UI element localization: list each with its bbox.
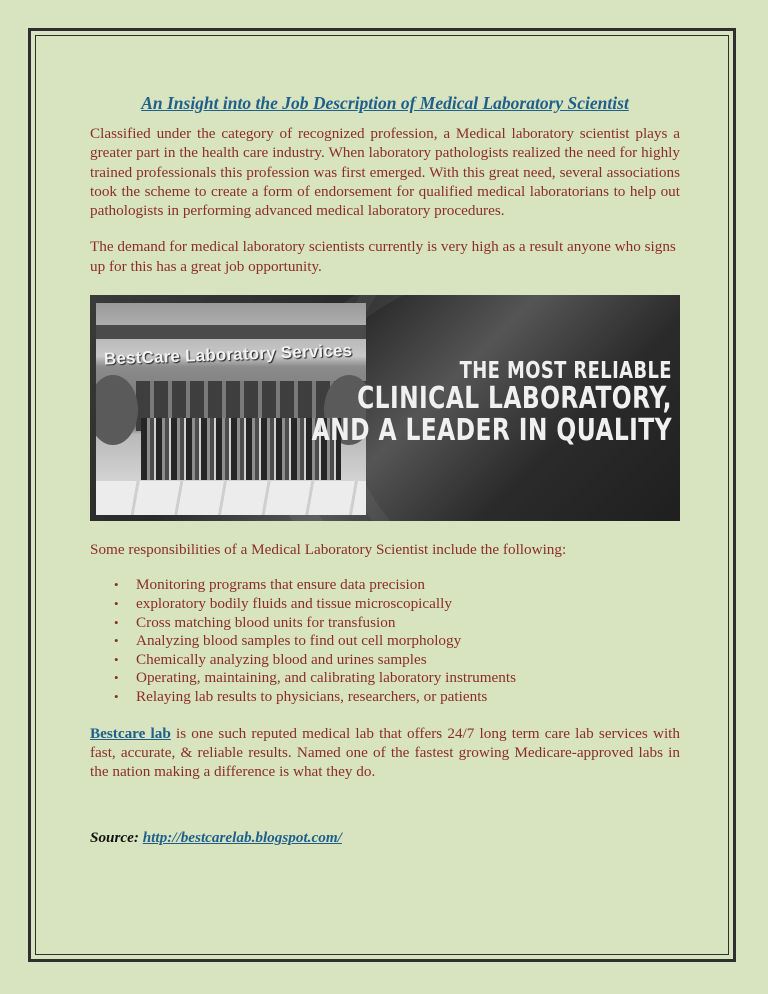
bestcare-lab-link[interactable]: Bestcare lab: [90, 724, 171, 742]
list-item: [114, 650, 680, 670]
list-item: [114, 576, 680, 595]
building-sign: BestCare Laboratory Services: [103, 340, 353, 369]
building-roof: [96, 325, 366, 339]
slogan-line-2: CLINICAL LABORATORY,: [357, 381, 672, 417]
list-item-text: Relaying lab results to physicians, researchers, or patients: [136, 687, 488, 705]
bullet-icon: •: [114, 633, 119, 649]
list-item-text: Chemically analyzing blood and urines samples: [136, 650, 427, 668]
bullet-icon: •: [114, 670, 119, 686]
list-item: [114, 613, 680, 633]
bullet-icon: •: [114, 651, 119, 667]
list-item: [114, 669, 680, 688]
lab-banner-image: [90, 295, 680, 521]
bestcare-paragraph-text: is one such reputed medical lab that offers 24/7 long term care lab services with fast, accurate, & reliable results. Named one of the fastest growing Medicare-approved labs in the nation making a difference is what they do.: [90, 724, 680, 781]
bullet-icon: •: [114, 577, 119, 593]
slogan-line-1: THE MOST RELIABLE: [459, 358, 672, 385]
bullet-icon: •: [114, 595, 119, 611]
list-item-text: Analyzing blood samples to find out cell morphology: [136, 632, 462, 650]
tree-left: [96, 375, 138, 445]
bullet-icon: •: [114, 688, 119, 704]
banner-slogan: [312, 359, 672, 446]
bullet-icon: •: [114, 614, 119, 630]
intro-paragraph: Classified under the category of recognized profession, a Medical laboratory scientist plays a greater part in the health care industry. When laboratory pathologists realized the need for highly trained professionals this profession was first emerged. With this great need, several associations took the scheme to create a form of endorsement for qualified medical laboratorians to help out pathologists in performing advanced medical laboratory procedures.: [90, 125, 680, 220]
article: [90, 92, 680, 848]
source-line: [90, 828, 680, 847]
list-item: [114, 687, 680, 707]
list-item-text: Cross matching blood units for transfusion: [136, 613, 396, 631]
responsibilities-intro: Some responsibilities of a Medical Laboratory Scientist include the following:: [90, 541, 567, 559]
article-title: An Insight into the Job Description of Medical Laboratory Scientist: [141, 93, 629, 113]
list-item: [114, 594, 680, 614]
demand-paragraph: The demand for medical laboratory scientists currently is very high as a result anyone who signs up for this has a great job opportunity.: [90, 238, 676, 275]
source-url-link[interactable]: http://bestcarelab.blogspot.com/: [142, 829, 342, 847]
source-label: Source:: [90, 829, 139, 847]
bestcare-paragraph: [90, 724, 680, 782]
list-item: [114, 632, 680, 651]
list-item-text: Operating, maintaining, and calibrating laboratory instruments: [136, 669, 517, 687]
list-item-text: exploratory bodily fluids and tissue microscopically: [136, 594, 452, 612]
parking-lot: [96, 481, 366, 515]
list-item-text: Monitoring programs that ensure data precision: [136, 576, 425, 594]
slogan-line-3: AND A LEADER IN QUALITY: [311, 412, 672, 448]
responsibilities-list: [90, 576, 680, 706]
